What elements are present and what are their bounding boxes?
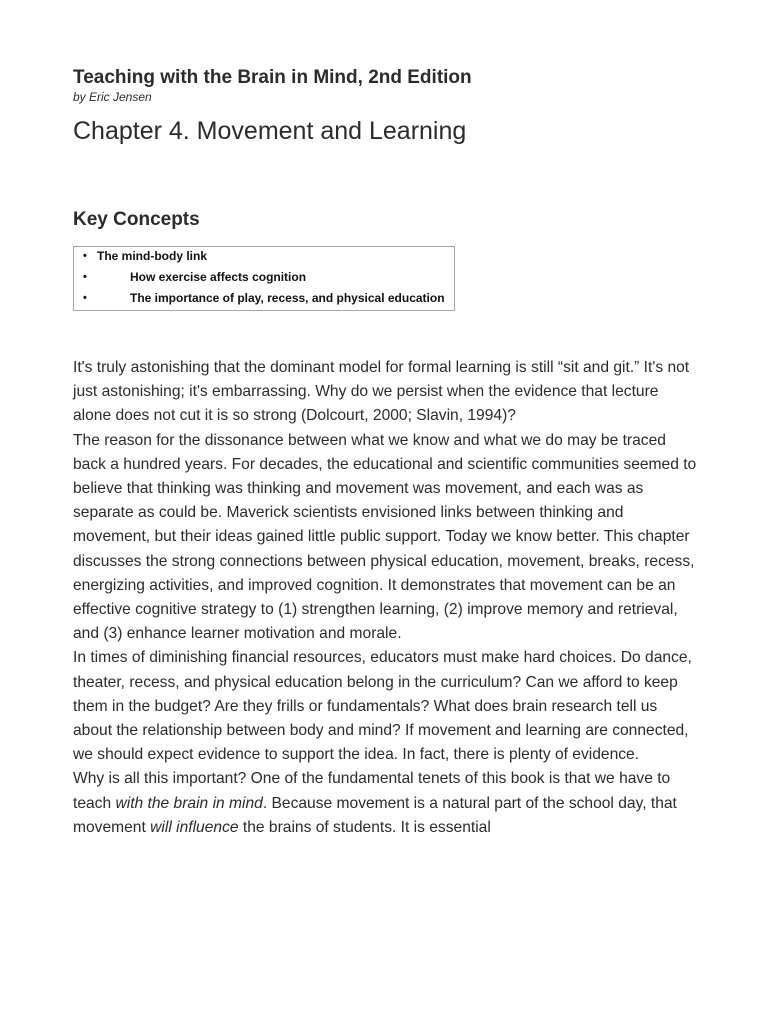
book-title: Teaching with the Brain in Mind, 2nd Edition — [73, 67, 472, 88]
body-paragraph: In times of diminishing financial resources, educators must make hard choices. Do dance, theater, recess, and physical education belong in the curriculum? Can we afford to keep them in the budget? Are they frills or fundamentals? What does brain research tell us about the relationship between body and mind? If movement and learning are connected, we should expect evidence to support the idea. In fact, there is plenty of evidence. — [73, 649, 692, 764]
body-emphasis: with the brain in mind — [115, 794, 263, 812]
body-text-run: . Because movement is a natural part of the school day, that movement — [73, 794, 677, 836]
bullet-icon: • — [83, 271, 87, 283]
chapter-title: Chapter 4. Movement and Learning — [73, 117, 467, 145]
key-concept-item — [74, 268, 454, 289]
key-concept-item — [74, 289, 454, 310]
author-byline: by Eric Jensen — [73, 90, 152, 104]
bullet-icon: • — [83, 250, 87, 262]
body-text-run: the brains of students. It is essential — [238, 818, 491, 836]
key-concept-text: The mind-body link — [97, 249, 207, 263]
key-concepts-list — [74, 247, 454, 310]
body-paragraph: The reason for the dissonance between what we know and what we do may be traced back a hundred years. For decades, the educational and scientific communities seemed to believe that thinking was thinking and movement was movement, and each was as separate as could be. Maverick scientists envisioned links between thinking and movement, but their ideas gained little public support. Today we know better. This chapter discusses the strong connections between physical education, movement, breaks, recess, energizing activities, and improved cognition. It demonstrates that movement can be an effective cognitive strategy to (1) strengthen learning, (2) improve memory and retrieval, and (3) enhance learner motivation and morale. — [73, 431, 697, 643]
body-text-run: Why is all this important? One of the fundamental tenets of this book is that we have to teach — [73, 770, 671, 812]
key-concept-item — [74, 247, 454, 268]
key-concept-text: How exercise affects cognition — [130, 270, 307, 284]
body-emphasis: will influence — [150, 818, 239, 836]
key-concepts-box — [73, 246, 455, 311]
body-paragraph: It's truly astonishing that the dominant model for formal learning is still “sit and git.” It's not just astonishing; it's embarrassing. Why do we persist when the evidence that lecture alone does not cut it is so strong (Dolcourt, 2000; Slavin, 1994)? — [73, 359, 690, 425]
bullet-icon: • — [83, 292, 87, 304]
body-text — [73, 356, 698, 840]
body-paragraph-last — [73, 767, 698, 840]
key-concept-text: The importance of play, recess, and physical education — [130, 291, 445, 305]
key-concepts-heading: Key Concepts — [73, 209, 200, 230]
document-page — [73, 66, 698, 840]
